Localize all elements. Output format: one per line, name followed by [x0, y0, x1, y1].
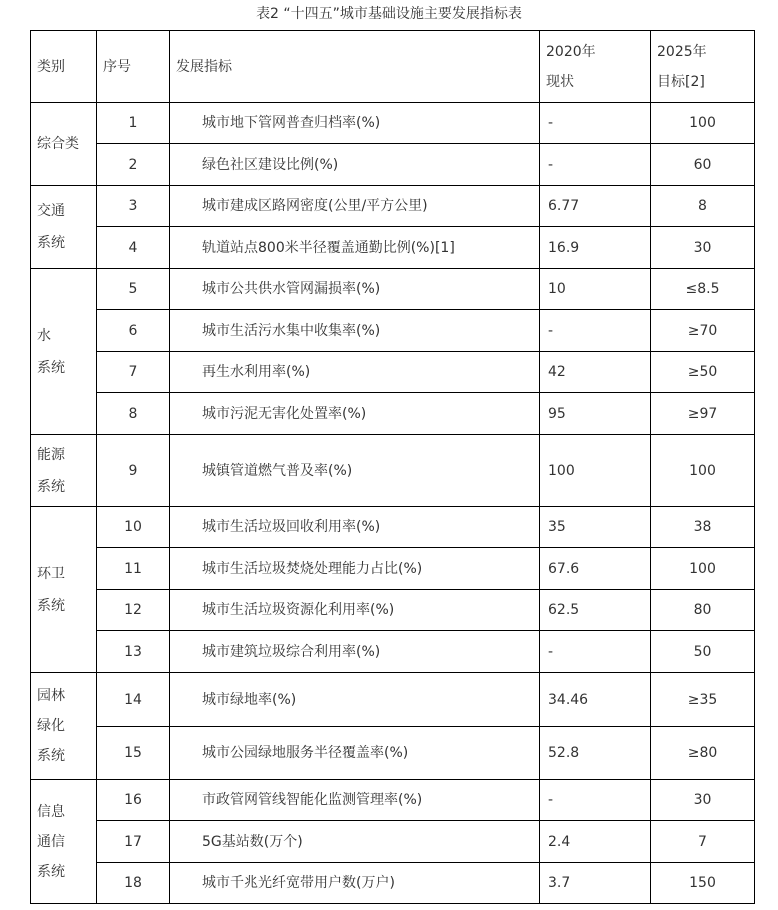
- number-cell: 11: [97, 548, 170, 590]
- indicator-table: [30, 30, 755, 904]
- number-cell: 18: [97, 863, 170, 904]
- indicator-cell: 城市公共供水管网漏损率(%): [170, 269, 540, 310]
- value-2025-cell: 50: [651, 631, 755, 673]
- number-cell: 17: [97, 821, 170, 863]
- value-2025-cell: ≥80: [651, 727, 755, 780]
- header-indicator: 发展指标: [170, 31, 540, 103]
- indicator-cell: 城市地下管网普查归档率(%): [170, 103, 540, 144]
- category-cell: 能源 系统: [31, 435, 97, 507]
- table-row: [31, 144, 755, 186]
- indicator-cell: 城市生活污水集中收集率(%): [170, 310, 540, 352]
- table-row: [31, 103, 755, 144]
- number-cell: 16: [97, 780, 170, 821]
- category-cell: 园林 绿化 系统: [31, 673, 97, 780]
- category-cell: 环卫 系统: [31, 507, 97, 673]
- table-row: [31, 435, 755, 507]
- value-2025-cell: 150: [651, 863, 755, 904]
- number-cell: 9: [97, 435, 170, 507]
- indicator-cell: 城市污泥无害化处置率(%): [170, 393, 540, 435]
- table-row: [31, 821, 755, 863]
- value-2025-cell: ≥97: [651, 393, 755, 435]
- value-2020-cell: 10: [540, 269, 651, 310]
- value-2025-cell: 100: [651, 435, 755, 507]
- table-row: [31, 269, 755, 310]
- number-cell: 10: [97, 507, 170, 548]
- value-2025-cell: ≥50: [651, 352, 755, 393]
- value-2025-cell: 80: [651, 590, 755, 631]
- number-cell: 3: [97, 186, 170, 227]
- header-2020: 2020年 现状: [540, 31, 651, 103]
- table-row: [31, 727, 755, 780]
- value-2020-cell: -: [540, 310, 651, 352]
- indicator-cell: 城市生活垃圾焚烧处理能力占比(%): [170, 548, 540, 590]
- value-2020-cell: 95: [540, 393, 651, 435]
- table-row: [31, 310, 755, 352]
- indicator-cell: 城市千兆光纤宽带用户数(万户): [170, 863, 540, 904]
- number-cell: 13: [97, 631, 170, 673]
- value-2020-cell: 67.6: [540, 548, 651, 590]
- table-row: [31, 863, 755, 904]
- indicator-cell: 城市建成区路网密度(公里/平方公里): [170, 186, 540, 227]
- number-cell: 1: [97, 103, 170, 144]
- value-2020-cell: -: [540, 144, 651, 186]
- table-row: [31, 673, 755, 727]
- header-row: [31, 31, 755, 103]
- indicator-cell: 5G基站数(万个): [170, 821, 540, 863]
- value-2020-cell: 62.5: [540, 590, 651, 631]
- value-2025-cell: 30: [651, 780, 755, 821]
- value-2020-cell: -: [540, 103, 651, 144]
- category-cell: 交通 系统: [31, 186, 97, 269]
- value-2020-cell: 100: [540, 435, 651, 507]
- header-category: 类别: [31, 31, 97, 103]
- value-2020-cell: -: [540, 780, 651, 821]
- indicator-cell: 城市绿地率(%): [170, 673, 540, 727]
- value-2020-cell: 52.8: [540, 727, 651, 780]
- number-cell: 4: [97, 227, 170, 269]
- table-row: [31, 780, 755, 821]
- category-cell: 水 系统: [31, 269, 97, 435]
- value-2020-cell: 3.7: [540, 863, 651, 904]
- header-number: 序号: [97, 31, 170, 103]
- number-cell: 6: [97, 310, 170, 352]
- value-2025-cell: ≥70: [651, 310, 755, 352]
- value-2025-cell: 30: [651, 227, 755, 269]
- indicator-cell: 城镇管道燃气普及率(%): [170, 435, 540, 507]
- value-2025-cell: 60: [651, 144, 755, 186]
- number-cell: 15: [97, 727, 170, 780]
- table-row: [31, 227, 755, 269]
- number-cell: 5: [97, 269, 170, 310]
- number-cell: 7: [97, 352, 170, 393]
- number-cell: 12: [97, 590, 170, 631]
- table-row: [31, 393, 755, 435]
- indicator-cell: 再生水利用率(%): [170, 352, 540, 393]
- indicator-cell: 城市公园绿地服务半径覆盖率(%): [170, 727, 540, 780]
- value-2020-cell: 2.4: [540, 821, 651, 863]
- table-row: [31, 352, 755, 393]
- indicator-cell: 绿色社区建设比例(%): [170, 144, 540, 186]
- indicator-cell: 市政管网管线智能化监测管理率(%): [170, 780, 540, 821]
- indicator-cell: 城市生活垃圾资源化利用率(%): [170, 590, 540, 631]
- indicator-cell: 城市生活垃圾回收利用率(%): [170, 507, 540, 548]
- value-2020-cell: 6.77: [540, 186, 651, 227]
- value-2025-cell: 100: [651, 548, 755, 590]
- value-2020-cell: 34.46: [540, 673, 651, 727]
- table-row: [31, 631, 755, 673]
- table-row: [31, 507, 755, 548]
- number-cell: 8: [97, 393, 170, 435]
- value-2025-cell: ≥35: [651, 673, 755, 727]
- value-2025-cell: 8: [651, 186, 755, 227]
- table-row: [31, 548, 755, 590]
- number-cell: 2: [97, 144, 170, 186]
- value-2020-cell: 35: [540, 507, 651, 548]
- indicator-cell: 城市建筑垃圾综合利用率(%): [170, 631, 540, 673]
- value-2020-cell: -: [540, 631, 651, 673]
- value-2025-cell: ≤8.5: [651, 269, 755, 310]
- table-title: 表2 “十四五”城市基础设施主要发展指标表: [256, 6, 522, 22]
- header-2025: 2025年 目标[2]: [651, 31, 755, 103]
- value-2025-cell: 100: [651, 103, 755, 144]
- category-cell: 综合类: [31, 103, 97, 186]
- value-2020-cell: 16.9: [540, 227, 651, 269]
- category-cell: 信息 通信 系统: [31, 780, 97, 904]
- table-row: [31, 186, 755, 227]
- value-2020-cell: 42: [540, 352, 651, 393]
- number-cell: 14: [97, 673, 170, 727]
- table-row: [31, 590, 755, 631]
- value-2025-cell: 38: [651, 507, 755, 548]
- indicator-cell: 轨道站点800米半径覆盖通勤比例(%)[1]: [170, 227, 540, 269]
- value-2025-cell: 7: [651, 821, 755, 863]
